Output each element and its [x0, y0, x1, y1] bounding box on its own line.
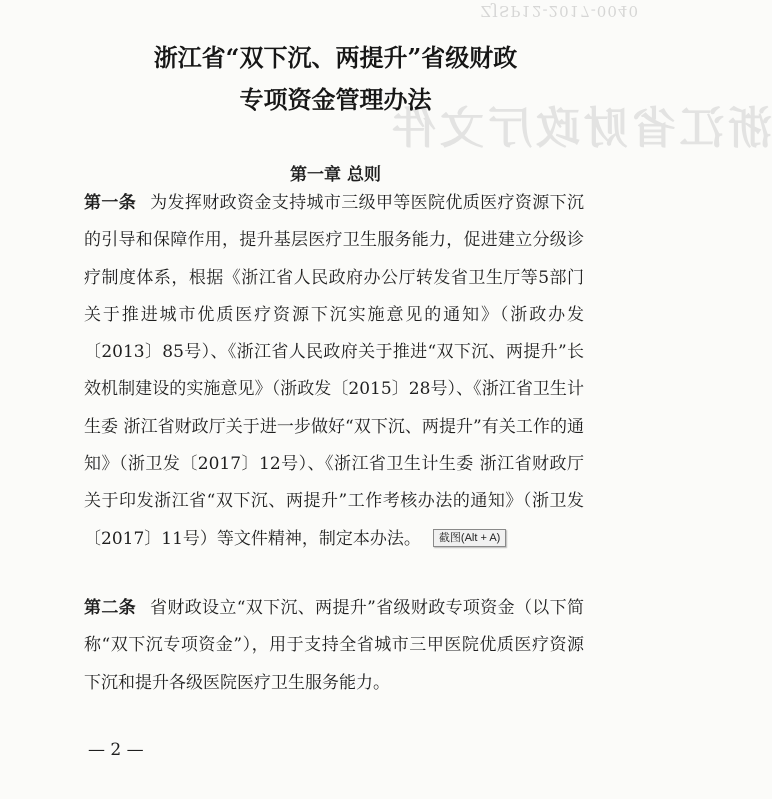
screenshot-tooltip[interactable]: 截图(Alt + A) [433, 529, 506, 547]
document-title-line1: 浙江省“双下沉、两提升”省级财政 [153, 43, 518, 72]
article-2-paragraph [84, 590, 584, 702]
bleed-through-watermark: 浙江省财政厅文件 [388, 103, 772, 154]
article-1-text: 为发挥财政资金支持城市三级甲等医院优质医疗资源下沉的引导和保障作用，提升基层医疗卫生服务能力，促进建立分级诊疗制度体系，根据《浙江省人民政府办公厅转发省卫生厅等5部门关于推进城市优质医疗资源下沉实施意见的通知》（浙政办发〔2013〕85号）、《浙江省人民政府关于推进“双下沉、两提升”长效机制建设的实施意见》（浙政发〔2015〕28号）、《浙江省卫生计生委 浙江省财政厅关于进一步做好“双下沉、两提升”有关工作的通知》（浙卫发〔2017〕12号）、《浙江省卫生计生委 浙江省财政厅关于印发浙江省“双下沉、两提升”工作考核办法的通知》（浙卫发〔2017〕11号）等文件精神，制定本办法。 [84, 193, 585, 549]
chapter-heading: 第一章 总则 [290, 165, 381, 185]
article-1-label: 第一条 [84, 193, 137, 213]
article-1-paragraph [84, 185, 584, 558]
bleed-through-code: ZJSP12-2017-0040 [480, 2, 639, 20]
document-title-line2: 专项资金管理办法 [239, 85, 432, 114]
page-number: — 2 — [88, 740, 144, 760]
article-2-text: 省财政设立“双下沉、两提升”省级财政专项资金（以下简称“双下沉专项资金”），用于支持全省城市三甲医院优质医疗资源下沉和提升各级医院医疗卫生服务能力。 [84, 598, 584, 693]
article-2-label: 第二条 [84, 598, 137, 618]
